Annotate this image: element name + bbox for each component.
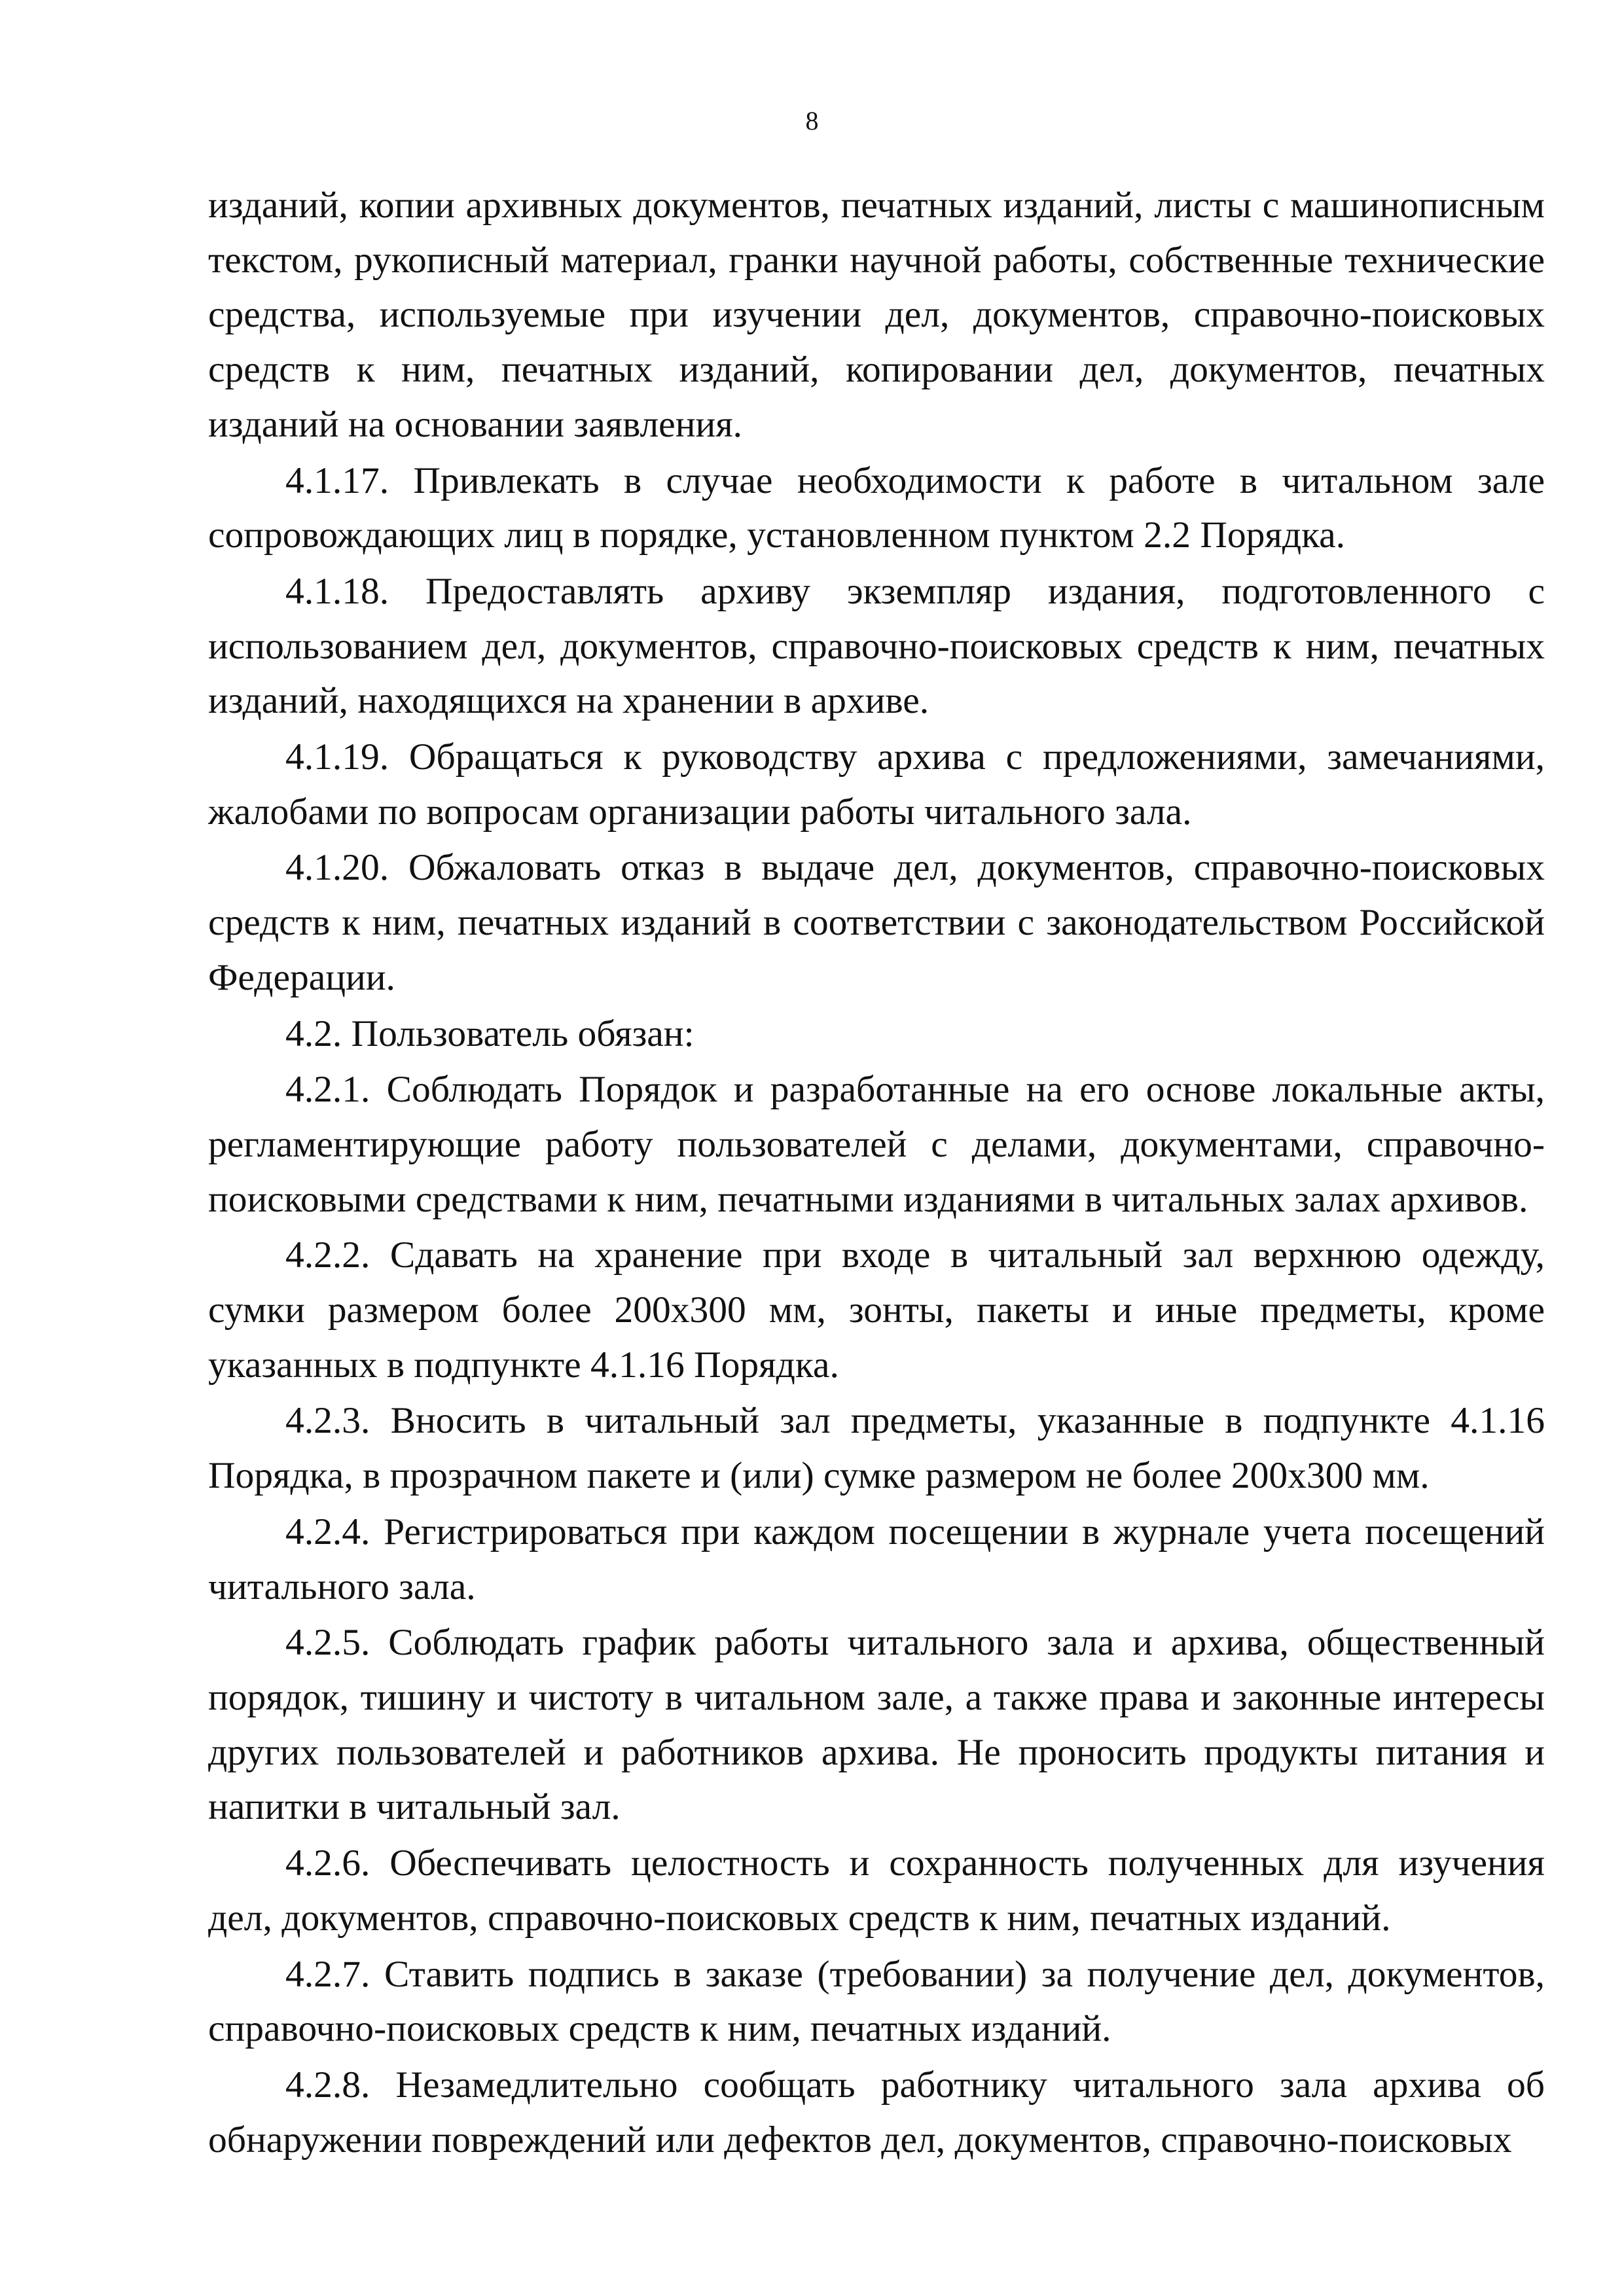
- paragraph-4-2-4: 4.2.4. Регистрироваться при каждом посещении в журнале учета посещений читального зала.: [208, 1511, 1545, 1607]
- paragraph-4-2-5: 4.2.5. Соблюдать график работы читального зала и архива, общественный порядок, тишину и чистоту в читальном зале, а также права и законные интересы других пользователей и работников архива. Не проносить продукты питания и напитки в читальный зал.: [208, 1622, 1545, 1828]
- paragraph-4-2-1: 4.2.1. Соблюдать Порядок и разработанные на его основе локальные акты, регламентирующие работу пользователей с делами, документами, справочно-поисковыми средствами к ним, печатными изданиями в читальных залах архивов.: [208, 1069, 1545, 1220]
- paragraph-4-2-8: 4.2.8. Незамедлительно сообщать работнику читального зала архива об обнаружении повреждений или дефектов дел, документов, справочно-поисковых: [208, 2064, 1545, 2161]
- paragraph-4-2-7: 4.2.7. Ставить подпись в заказе (требовании) за получение дел, документов, справочно-поисковых средств к ним, печатных изданий.: [208, 1953, 1545, 2050]
- paragraph-continuation: изданий, копии архивных документов, печатных изданий, листы с машинописным текстом, рукописный материал, гранки научной работы, собственные технические средства, используемые при изучении дел, документов, справочно-поисковых средств к ним, печатных изданий, копировании дел, документов, печатных изданий на основании заявления.: [208, 185, 1545, 445]
- paragraph-4-1-20: 4.1.20. Обжаловать отказ в выдаче дел, документов, справочно-поисковых средств к ним, печатных изданий в соответствии с законодательством Российской Федерации.: [208, 847, 1545, 998]
- paragraph-4-2-3: 4.2.3. Вносить в читальный зал предметы, указанные в подпункте 4.1.16 Порядка, в прозрачном пакете и (или) сумке размером не более 200x300 мм.: [208, 1400, 1545, 1497]
- paragraph-4-2-2: 4.2.2. Сдавать на хранение при входе в читальный зал верхнюю одежду, сумки размером более 200x300 мм, зонты, пакеты и иные предметы, кроме указанных в подпункте 4.1.16 Порядка.: [208, 1234, 1545, 1386]
- page-number: 8: [805, 106, 819, 135]
- paragraph-4-2-6: 4.2.6. Обеспечивать целостность и сохранность полученных для изучения дел, документов, справочно-поисковых средств к ним, печатных изданий.: [208, 1842, 1545, 1939]
- section-heading-4-2: 4.2. Пользователь обязан:: [285, 1013, 695, 1054]
- document-body: [208, 178, 1545, 2167]
- paragraph-4-1-18: 4.1.18. Предоставлять архиву экземпляр издания, подготовленного с использованием дел, документов, справочно-поисковых средств к ним, печатных изданий, находящихся на хранении в архиве.: [208, 570, 1545, 722]
- paragraph-4-1-17: 4.1.17. Привлекать в случае необходимости к работе в читальном зале сопровождающих лиц в порядке, установленном пунктом 2.2 Порядка.: [208, 459, 1545, 556]
- paragraph-4-1-19: 4.1.19. Обращаться к руководству архива с предложениями, замечаниями, жалобами по вопросам организации работы читального зала.: [208, 736, 1545, 833]
